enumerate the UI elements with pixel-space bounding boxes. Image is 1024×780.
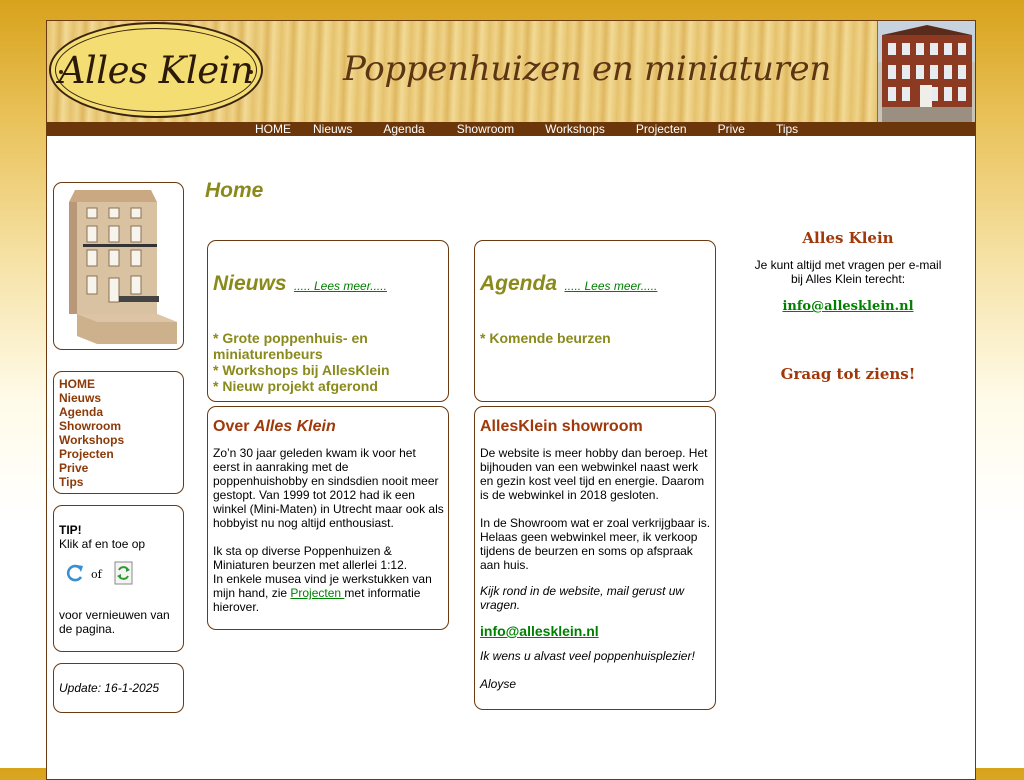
logo-text: Alles Klein xyxy=(58,48,254,92)
site-logo[interactable] xyxy=(49,22,263,118)
agenda-title: Agenda xyxy=(480,272,558,295)
sidebar-item-agenda[interactable]: Agenda xyxy=(59,405,104,419)
update-date: Update: 16-1-2025 xyxy=(59,681,160,695)
nav-tips[interactable]: Tips xyxy=(775,122,799,136)
page-title: Home xyxy=(205,179,264,202)
tip-or: of xyxy=(91,568,102,581)
right-text: Je kunt altijd met vragen per e-mail bij Alles Klein terecht: xyxy=(754,258,942,286)
agenda-box xyxy=(474,240,716,402)
nav-nieuws[interactable]: Nieuws xyxy=(313,122,353,136)
sidebar-item-nieuws[interactable]: Nieuws xyxy=(59,391,102,405)
about-paragraph-2b xyxy=(213,572,444,614)
update-box xyxy=(53,663,184,713)
nav-home[interactable]: HOME xyxy=(255,122,291,136)
nieuws-item: * Workshops bij AllesKlein xyxy=(213,362,390,378)
refresh-icon xyxy=(65,563,85,583)
about-text-end: met informatie hierover. xyxy=(213,586,421,614)
tip-box xyxy=(53,505,184,652)
header xyxy=(47,21,975,122)
tip-suffix: voor vernieuwen van de pagina. xyxy=(59,608,170,636)
sidebar-item-tips[interactable]: Tips xyxy=(59,475,84,489)
sidebar-item-showroom[interactable]: Showroom xyxy=(59,419,121,433)
showroom-paragraph-2: In de Showroom wat er zoal verkrijgbaar is. Helaas geen webwinkel meer, ik verkoop tijdens de beurzen en soms op afspraak aan huis. xyxy=(480,516,711,572)
nav-prive[interactable]: Prive xyxy=(717,122,745,136)
agenda-read-more-link[interactable]: ..... Lees meer..... xyxy=(564,279,658,293)
nav-agenda[interactable]: Agenda xyxy=(383,122,425,136)
site-title: Poppenhuizen en miniaturen xyxy=(343,49,831,89)
sidebar-image-box xyxy=(53,182,184,350)
about-title xyxy=(213,417,444,437)
nav-showroom[interactable]: Showroom xyxy=(456,122,515,136)
showroom-paragraph-1: De website is meer hobby dan beroep. Het bijhouden van een webwinkel naast werk en gezin kost veel tijd en energie. Daarom is de webwinkel in 2018 gesloten. xyxy=(480,446,708,502)
showroom-email-link[interactable]: info@allesklein.nl xyxy=(480,623,599,639)
tip-title: TIP! xyxy=(59,523,82,537)
nav-projecten[interactable]: Projecten xyxy=(635,122,687,136)
showroom-paragraph-4: Ik wens u alvast veel poppenhuisplezier! xyxy=(480,649,695,663)
about-text: In enkele musea vind je werkstukken van mijn hand, zie xyxy=(213,572,432,600)
about-paragraph-1: Zo’n 30 jaar geleden kwam ik voor het eerst in aanraking met de poppenhuishobby en sindsdien nooit meer gestopt. Van 1999 tot 2012 had ik een winkel (Mini-Maten) in Utrecht maar ook als hobbyist nu nog altijd enthousiast. xyxy=(213,446,444,530)
nieuws-item: * Grote poppenhuis- en miniaturenbeurs xyxy=(213,330,368,362)
nieuws-box xyxy=(207,240,449,402)
sidebar-item-prive[interactable]: Prive xyxy=(59,461,89,475)
top-navbar xyxy=(47,122,975,136)
sidebar-item-projecten[interactable]: Projecten xyxy=(59,447,114,461)
agenda-item: * Komende beurzen xyxy=(480,330,611,346)
page-container xyxy=(46,20,976,780)
sidebar-menu xyxy=(53,371,184,494)
showroom-signature: Aloyse xyxy=(480,677,517,691)
about-title-name: Alles Klein xyxy=(253,418,336,435)
nieuws-title: Nieuws xyxy=(213,272,287,295)
about-paragraph-2a: Ik sta op diverse Poppenhuizen & Miniaturen beurzen met allerlei 1:12. xyxy=(213,544,408,572)
showroom-paragraph-3: Kijk rond in de website, mail gerust uw vragen. xyxy=(480,584,685,612)
reload-page-icon xyxy=(114,561,134,585)
showroom-title: AllesKlein showroom xyxy=(480,418,643,435)
showroom-box xyxy=(474,406,716,710)
nieuws-read-more-link[interactable]: ..... Lees meer..... xyxy=(293,279,387,293)
dollhouse-image xyxy=(59,186,180,348)
about-box xyxy=(207,406,449,630)
right-column xyxy=(737,229,959,383)
sidebar-item-home[interactable]: HOME xyxy=(59,377,95,391)
right-email-link[interactable]: info@allesklein.nl xyxy=(782,299,914,314)
right-title: Alles Klein xyxy=(802,229,894,247)
goodbye-text: Graag tot ziens! xyxy=(780,365,916,383)
nav-workshops[interactable]: Workshops xyxy=(545,122,605,136)
dollhouse-photo xyxy=(877,21,975,122)
about-title-prefix: Over xyxy=(213,418,254,435)
tip-text: Klik af en toe op xyxy=(59,537,146,551)
sidebar-item-workshops[interactable]: Workshops xyxy=(59,433,125,447)
nieuws-item: * Nieuw projekt afgerond xyxy=(213,378,378,394)
projecten-link[interactable]: Projecten xyxy=(290,586,345,600)
